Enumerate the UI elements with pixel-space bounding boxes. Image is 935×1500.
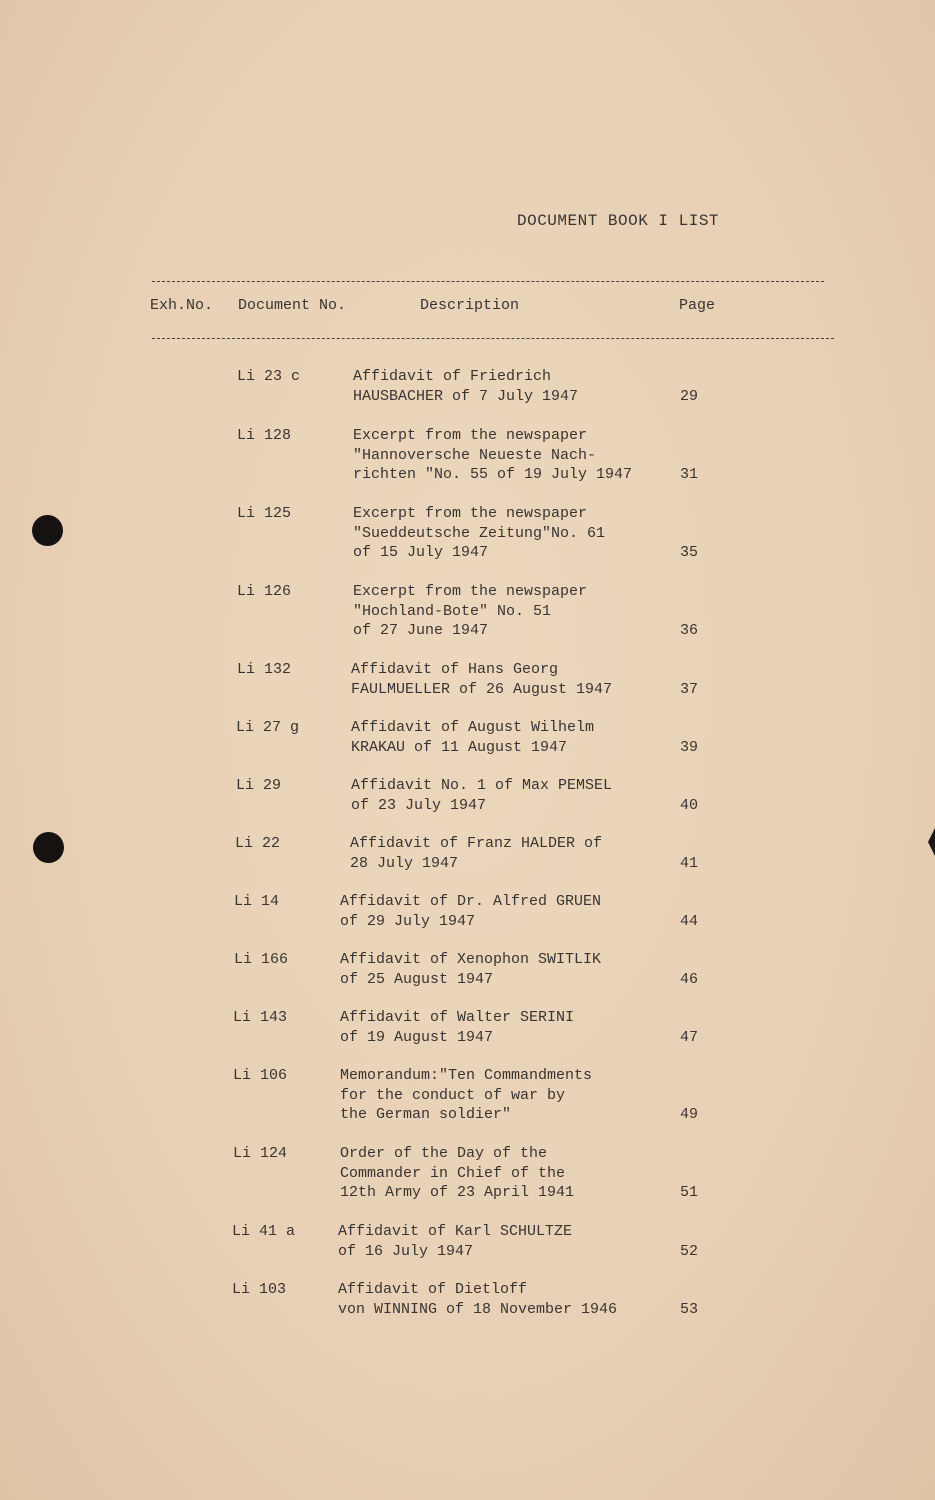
description: [351, 776, 671, 815]
column-header-document-no: Document No.: [238, 297, 347, 314]
document-number: Li 125: [237, 505, 292, 522]
document-number: Li 126: [237, 583, 292, 600]
description: [338, 1222, 658, 1261]
description: [351, 660, 671, 699]
document-number: Li 14: [234, 893, 280, 910]
document-number: Li 143: [233, 1009, 288, 1026]
description-line: Affidavit of Hans Georg: [351, 661, 559, 678]
description-line: HAUSBACHER of 7 July 1947: [353, 387, 579, 405]
page-title: DOCUMENT BOOK I LIST: [517, 212, 720, 230]
page-number: 29: [680, 387, 699, 405]
description: [340, 1066, 660, 1125]
page-number: 44: [680, 912, 699, 930]
description-line: FAULMUELLER of 26 August 1947: [351, 680, 613, 698]
description-line: richten "No. 55 of 19 July 1947: [353, 466, 633, 483]
page-number: 39: [680, 738, 699, 756]
description-line: von WINNING of 18 November 1946: [338, 1300, 618, 1318]
punch-hole-icon: [32, 515, 63, 546]
description: [353, 582, 673, 641]
description-line: 28 July 1947: [350, 854, 459, 872]
document-number: Li 29: [236, 777, 282, 794]
description-line: of 15 July 1947: [353, 544, 489, 561]
description: [353, 504, 673, 563]
page-number: 51: [680, 1184, 699, 1201]
description-line: of 27 June 1947: [353, 622, 489, 639]
description-line: Memorandum:"Ten Commandments: [340, 1067, 593, 1084]
page-number: 52: [680, 1242, 699, 1260]
description-line: for the conduct of war by: [340, 1086, 566, 1104]
document-number: Li 166: [234, 951, 289, 968]
description-line: "Hochland-Bote" No. 51: [353, 602, 552, 620]
punch-hole-icon: [33, 832, 64, 863]
description-line: of 25 August 1947: [340, 970, 494, 988]
divider: [152, 338, 834, 339]
description-line: of 23 July 1947: [351, 796, 487, 814]
page-number: 31: [680, 466, 699, 483]
document-number: Li 132: [237, 661, 292, 678]
description: [340, 892, 660, 931]
description-line: Commander in Chief of the: [340, 1164, 566, 1182]
description-line: Affidavit of Friedrich: [353, 368, 552, 385]
description-line: Affidavit of August Wilhelm: [351, 719, 595, 736]
description-line: "Sueddeutsche Zeitung"No. 61: [353, 524, 606, 542]
page-number: 35: [680, 544, 699, 561]
description: [353, 426, 673, 485]
description-line: Order of the Day of the: [340, 1145, 548, 1162]
description: [351, 718, 671, 757]
description-line: 12th Army of 23 April 1941: [340, 1184, 575, 1201]
description: [338, 1280, 658, 1319]
page-number: 47: [680, 1028, 699, 1046]
description-line: Affidavit of Walter SERINI: [340, 1009, 575, 1026]
description-line: KRAKAU of 11 August 1947: [351, 738, 568, 756]
description-line: of 16 July 1947: [338, 1242, 474, 1260]
document-number: Li 23 c: [237, 368, 301, 385]
description-line: Affidavit of Dietloff: [338, 1281, 528, 1298]
description-line: Affidavit of Xenophon SWITLIK: [340, 951, 602, 968]
document-number: Li 128: [237, 427, 292, 444]
document-number: Li 41 a: [232, 1223, 296, 1240]
description-line: of 29 July 1947: [340, 912, 476, 930]
description-line: Affidavit No. 1 of Max PEMSEL: [351, 777, 613, 794]
description: [353, 367, 673, 406]
description-line: the German soldier": [340, 1106, 512, 1123]
page-number: 36: [680, 622, 699, 639]
column-header-description: Description: [420, 297, 520, 314]
page-number: 49: [680, 1106, 699, 1123]
divider: [152, 281, 824, 282]
document-number: Li 103: [232, 1281, 287, 1298]
page-number: 37: [680, 680, 699, 698]
description: [340, 1144, 660, 1203]
description-line: Excerpt from the newspaper: [353, 583, 588, 600]
document-number: Li 124: [233, 1145, 288, 1162]
column-header-page: Page: [679, 297, 716, 314]
page-number: 41: [680, 854, 699, 872]
document-number: Li 106: [233, 1067, 288, 1084]
description-line: Affidavit of Dr. Alfred GRUEN: [340, 893, 602, 910]
document-number: Li 27 g: [236, 719, 300, 736]
description-line: Affidavit of Franz HALDER of: [350, 835, 603, 852]
description-line: Excerpt from the newspaper: [353, 427, 588, 444]
page-number: 46: [680, 970, 699, 988]
description: [340, 950, 660, 989]
edge-tab-icon: [928, 828, 935, 856]
column-header-exh-no: Exh.No.: [150, 297, 214, 314]
description: [340, 1008, 660, 1047]
description-line: of 19 August 1947: [340, 1028, 494, 1046]
page-number: 53: [680, 1300, 699, 1318]
document-number: Li 22: [235, 835, 281, 852]
description-line: Affidavit of Karl SCHULTZE: [338, 1223, 573, 1240]
description-line: Excerpt from the newspaper: [353, 505, 588, 522]
description-line: "Hannoversche Neueste Nach-: [353, 446, 597, 464]
description: [350, 834, 670, 873]
page-number: 40: [680, 796, 699, 814]
